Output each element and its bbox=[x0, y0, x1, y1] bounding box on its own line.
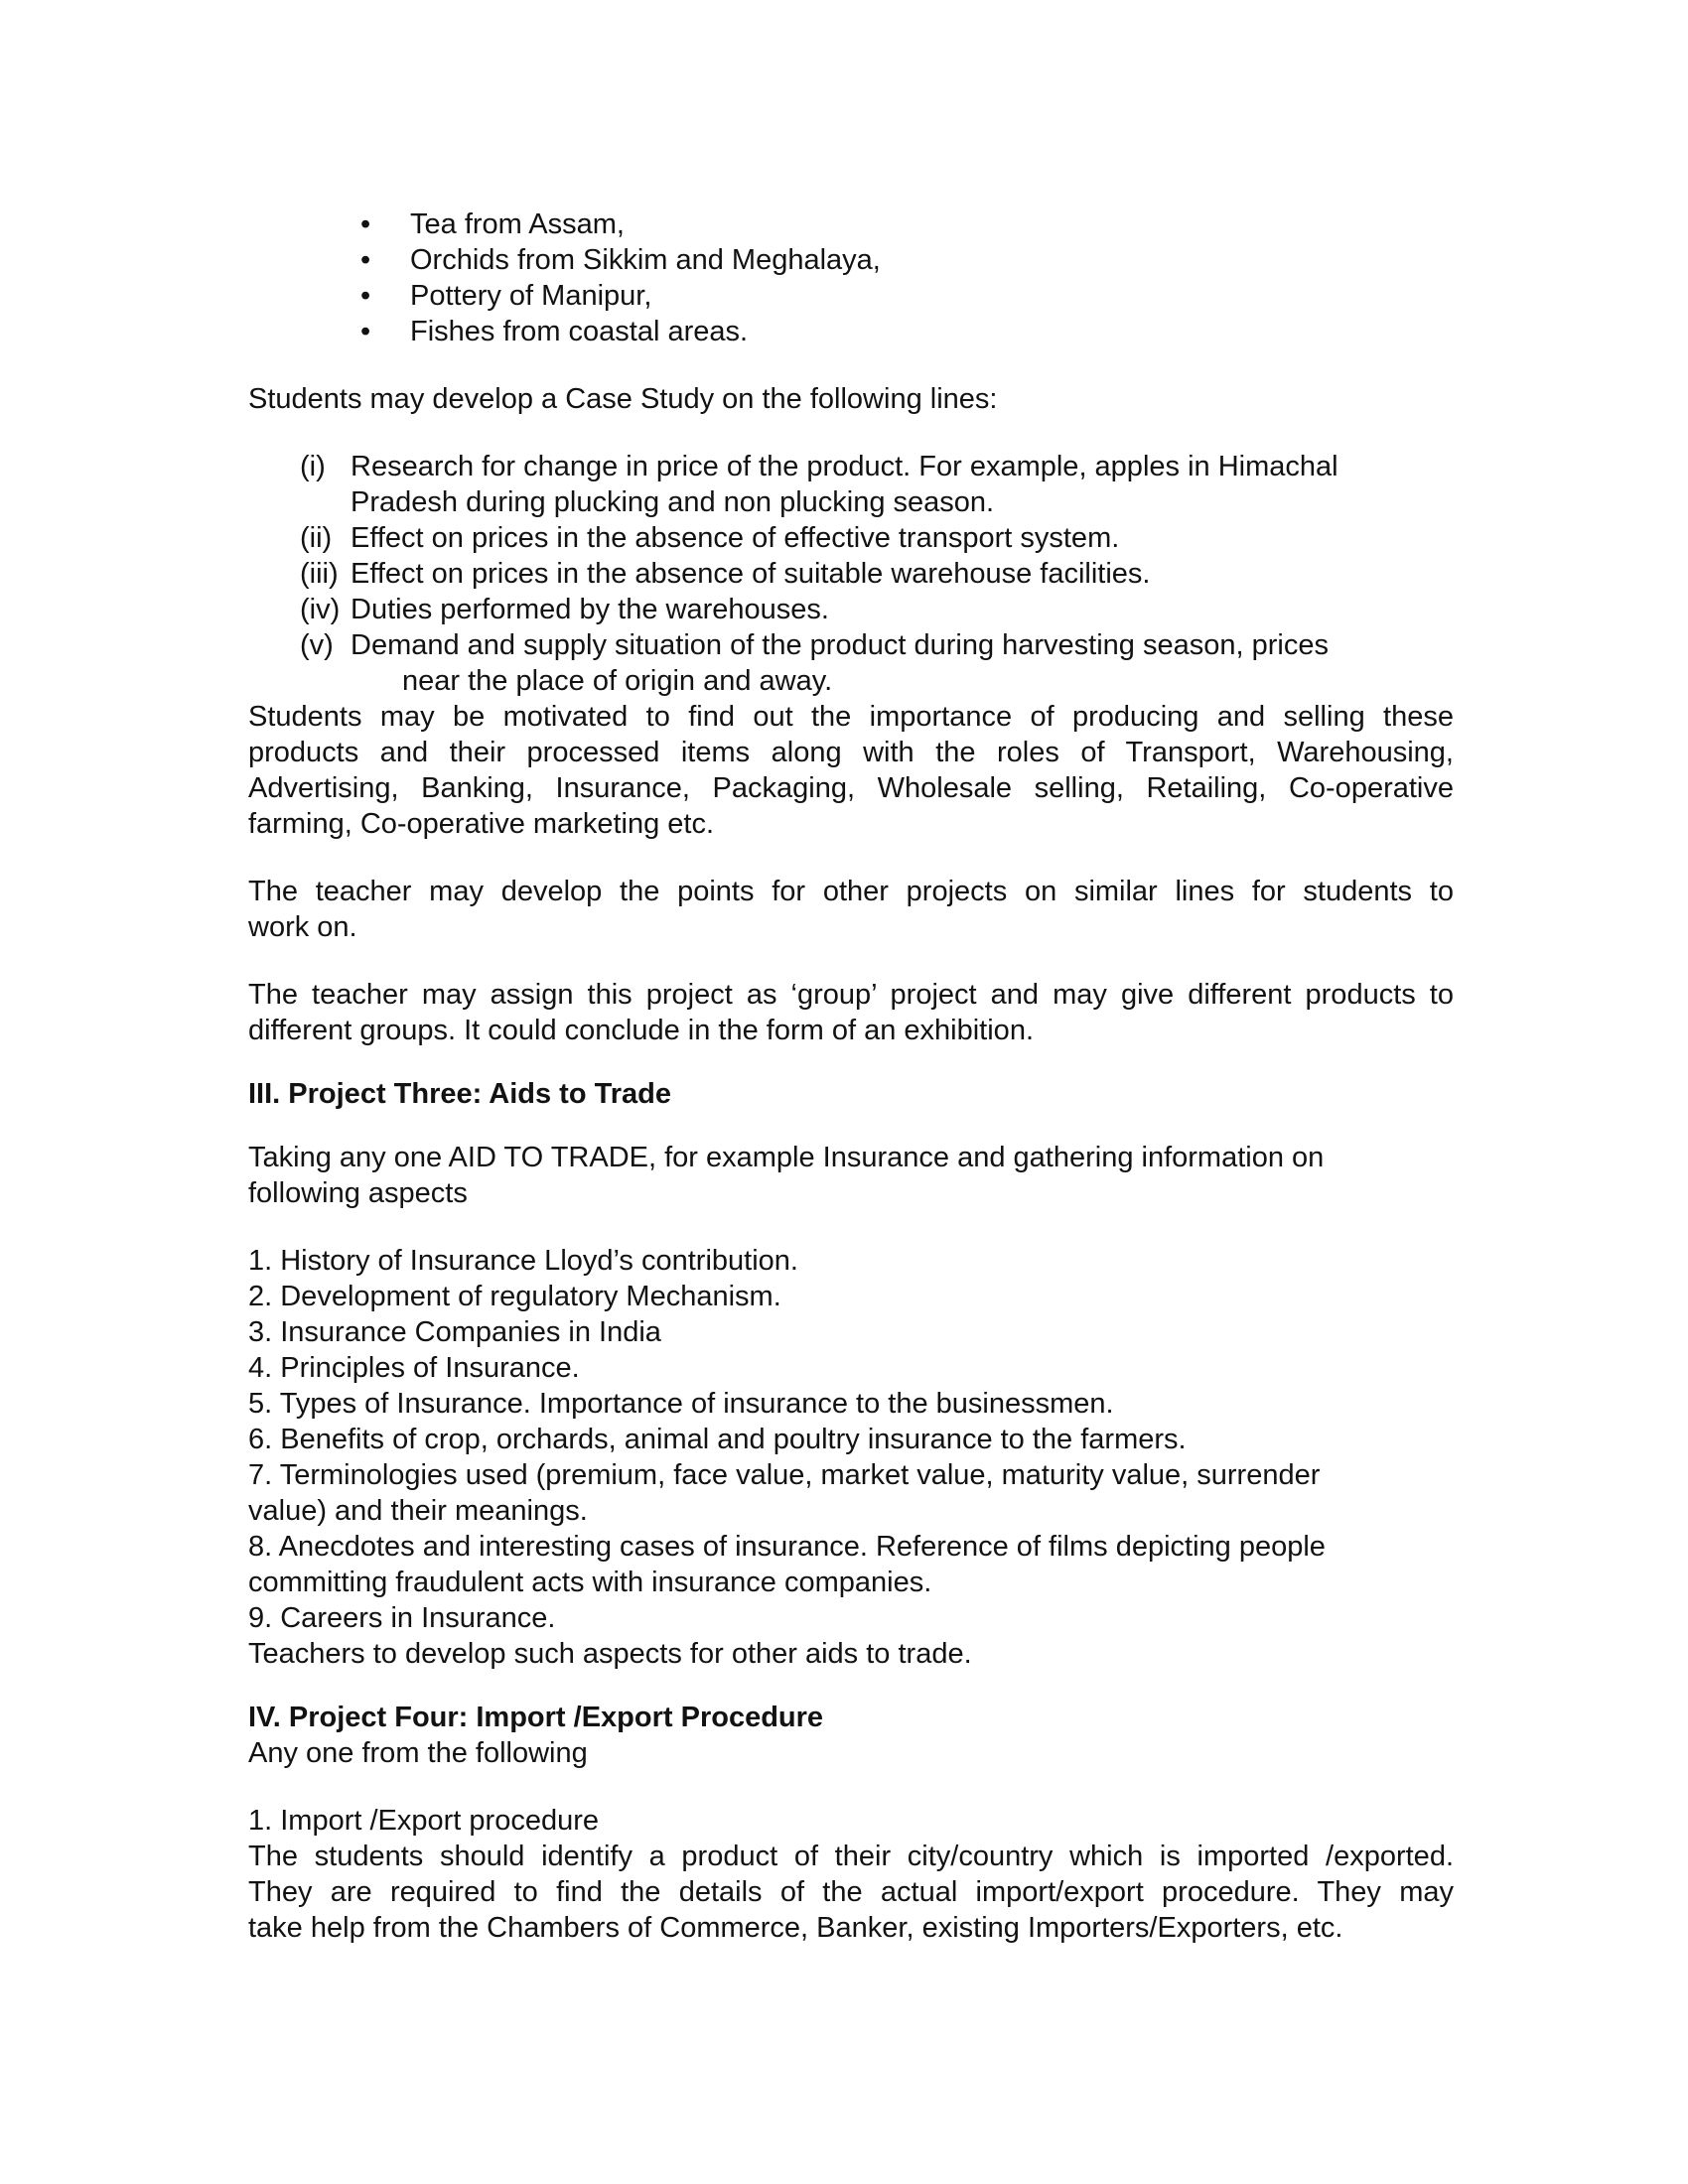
list-item bbox=[300, 449, 1454, 484]
paragraph-line: The students should identify a product of their city/country which is imported /exported. bbox=[248, 1841, 1454, 1872]
import-export-item: 1. Import /Export procedure bbox=[248, 1805, 599, 1837]
numbered-list-footer: Teachers to develop such aspects for other aids to trade. bbox=[248, 1638, 972, 1670]
list-item: 3. Insurance Companies in India bbox=[248, 1316, 661, 1348]
list-item: 5. Types of Insurance. Importance of insurance to the businessmen. bbox=[248, 1388, 1114, 1420]
list-marker: (v) bbox=[300, 629, 334, 661]
list-text: Effect on prices in the absence of effective transport system. bbox=[351, 522, 1120, 554]
paragraph-line: Taking any one AID TO TRADE, for example Insurance and gathering information on bbox=[248, 1142, 1325, 1173]
heading-project-three: III. Project Three: Aids to Trade bbox=[248, 1078, 671, 1110]
list-text: Demand and supply situation of the product during harvesting season, prices bbox=[351, 629, 1329, 661]
bullet-icon bbox=[360, 278, 410, 314]
list-marker: (iii) bbox=[300, 558, 339, 590]
list-item: 6. Benefits of crop, orchards, animal and poultry insurance to the farmers. bbox=[248, 1424, 1187, 1455]
intro-line: Students may develop a Case Study on the following lines: bbox=[248, 383, 998, 415]
list-item bbox=[300, 592, 1454, 627]
list-marker: (iv) bbox=[300, 594, 341, 625]
paragraph-line: different groups. It could conclude in the form of an exhibition. bbox=[248, 1015, 1035, 1046]
list-item: 9. Careers in Insurance. bbox=[248, 1602, 556, 1634]
list-item bbox=[300, 556, 1454, 592]
list-item-continuation bbox=[300, 663, 1454, 699]
list-text: near the place of origin and away. bbox=[402, 665, 833, 697]
bullet-text: Pottery of Manipur, bbox=[410, 280, 652, 312]
paragraph-taking bbox=[248, 1140, 1454, 1211]
list-marker: (i) bbox=[300, 451, 326, 482]
list-item: 8. Anecdotes and interesting cases of insurance. Reference of films depicting people bbox=[248, 1531, 1326, 1563]
paragraph-develop bbox=[248, 874, 1454, 945]
paragraph-line: The teacher may develop the points for other projects on similar lines for students to bbox=[248, 876, 1454, 907]
list-item-continuation bbox=[300, 484, 1454, 520]
list-item: 7. Terminologies used (premium, face value, market value, maturity value, surrender bbox=[248, 1459, 1321, 1491]
list-item bbox=[300, 520, 1454, 556]
paragraph-line: The teacher may assign this project as ‘group’ project and may give different products to bbox=[248, 979, 1454, 1011]
bullet-icon bbox=[360, 314, 410, 349]
list-item-continuation: committing fraudulent acts with insurance companies. bbox=[248, 1567, 932, 1598]
page-content bbox=[248, 206, 1454, 1946]
bullet-text: Fishes from coastal areas. bbox=[410, 316, 749, 347]
roman-list bbox=[248, 449, 1454, 699]
bullet-text: Orchids from Sikkim and Meghalaya, bbox=[410, 244, 881, 276]
paragraph-line: Advertising, Banking, Insurance, Packaging, Wholesale selling, Retailing, Co-operative bbox=[248, 772, 1454, 804]
list-item bbox=[360, 242, 1454, 278]
paragraph-line: work on. bbox=[248, 911, 357, 943]
list-text: Research for change in price of the product. For example, apples in Himachal bbox=[351, 451, 1338, 482]
list-item: 2. Development of regulatory Mechanism. bbox=[248, 1281, 781, 1312]
paragraph-identify bbox=[248, 1839, 1454, 1946]
bullet-icon bbox=[360, 206, 410, 242]
list-item-continuation: value) and their meanings. bbox=[248, 1495, 588, 1527]
list-item: 1. History of Insurance Lloyd’s contribution. bbox=[248, 1245, 798, 1277]
any-one-line: Any one from the following bbox=[248, 1737, 588, 1769]
paragraph-line: take help from the Chambers of Commerce, Banker, existing Importers/Exporters, etc. bbox=[248, 1912, 1343, 1944]
bullet-icon bbox=[360, 242, 410, 278]
list-item bbox=[360, 206, 1454, 242]
paragraph-line: Students may be motivated to find out the importance of producing and selling these bbox=[248, 701, 1454, 733]
paragraph-line: following aspects bbox=[248, 1177, 468, 1209]
bullet-list bbox=[248, 206, 1454, 349]
list-item bbox=[360, 278, 1454, 314]
paragraph-line: farming, Co-operative marketing etc. bbox=[248, 808, 715, 840]
list-text: Duties performed by the warehouses. bbox=[351, 594, 829, 625]
paragraph-assign bbox=[248, 977, 1454, 1048]
list-text: Effect on prices in the absence of suitable warehouse facilities. bbox=[351, 558, 1151, 590]
list-text: Pradesh during plucking and non plucking season. bbox=[351, 486, 995, 518]
list-item: 4. Principles of Insurance. bbox=[248, 1352, 580, 1384]
bullet-text: Tea from Assam, bbox=[410, 208, 625, 240]
paragraph-line: products and their processed items along with the roles of Transport, Warehousing, bbox=[248, 737, 1454, 768]
paragraph-line: They are required to find the details of the actual import/export procedure. They may bbox=[248, 1876, 1454, 1908]
heading-project-four: IV. Project Four: Import /Export Procedure bbox=[248, 1702, 824, 1733]
list-item bbox=[300, 627, 1454, 663]
paragraph-motivated bbox=[248, 699, 1454, 842]
list-item bbox=[360, 314, 1454, 349]
numbered-list bbox=[248, 1243, 1454, 1672]
list-marker: (ii) bbox=[300, 522, 333, 554]
